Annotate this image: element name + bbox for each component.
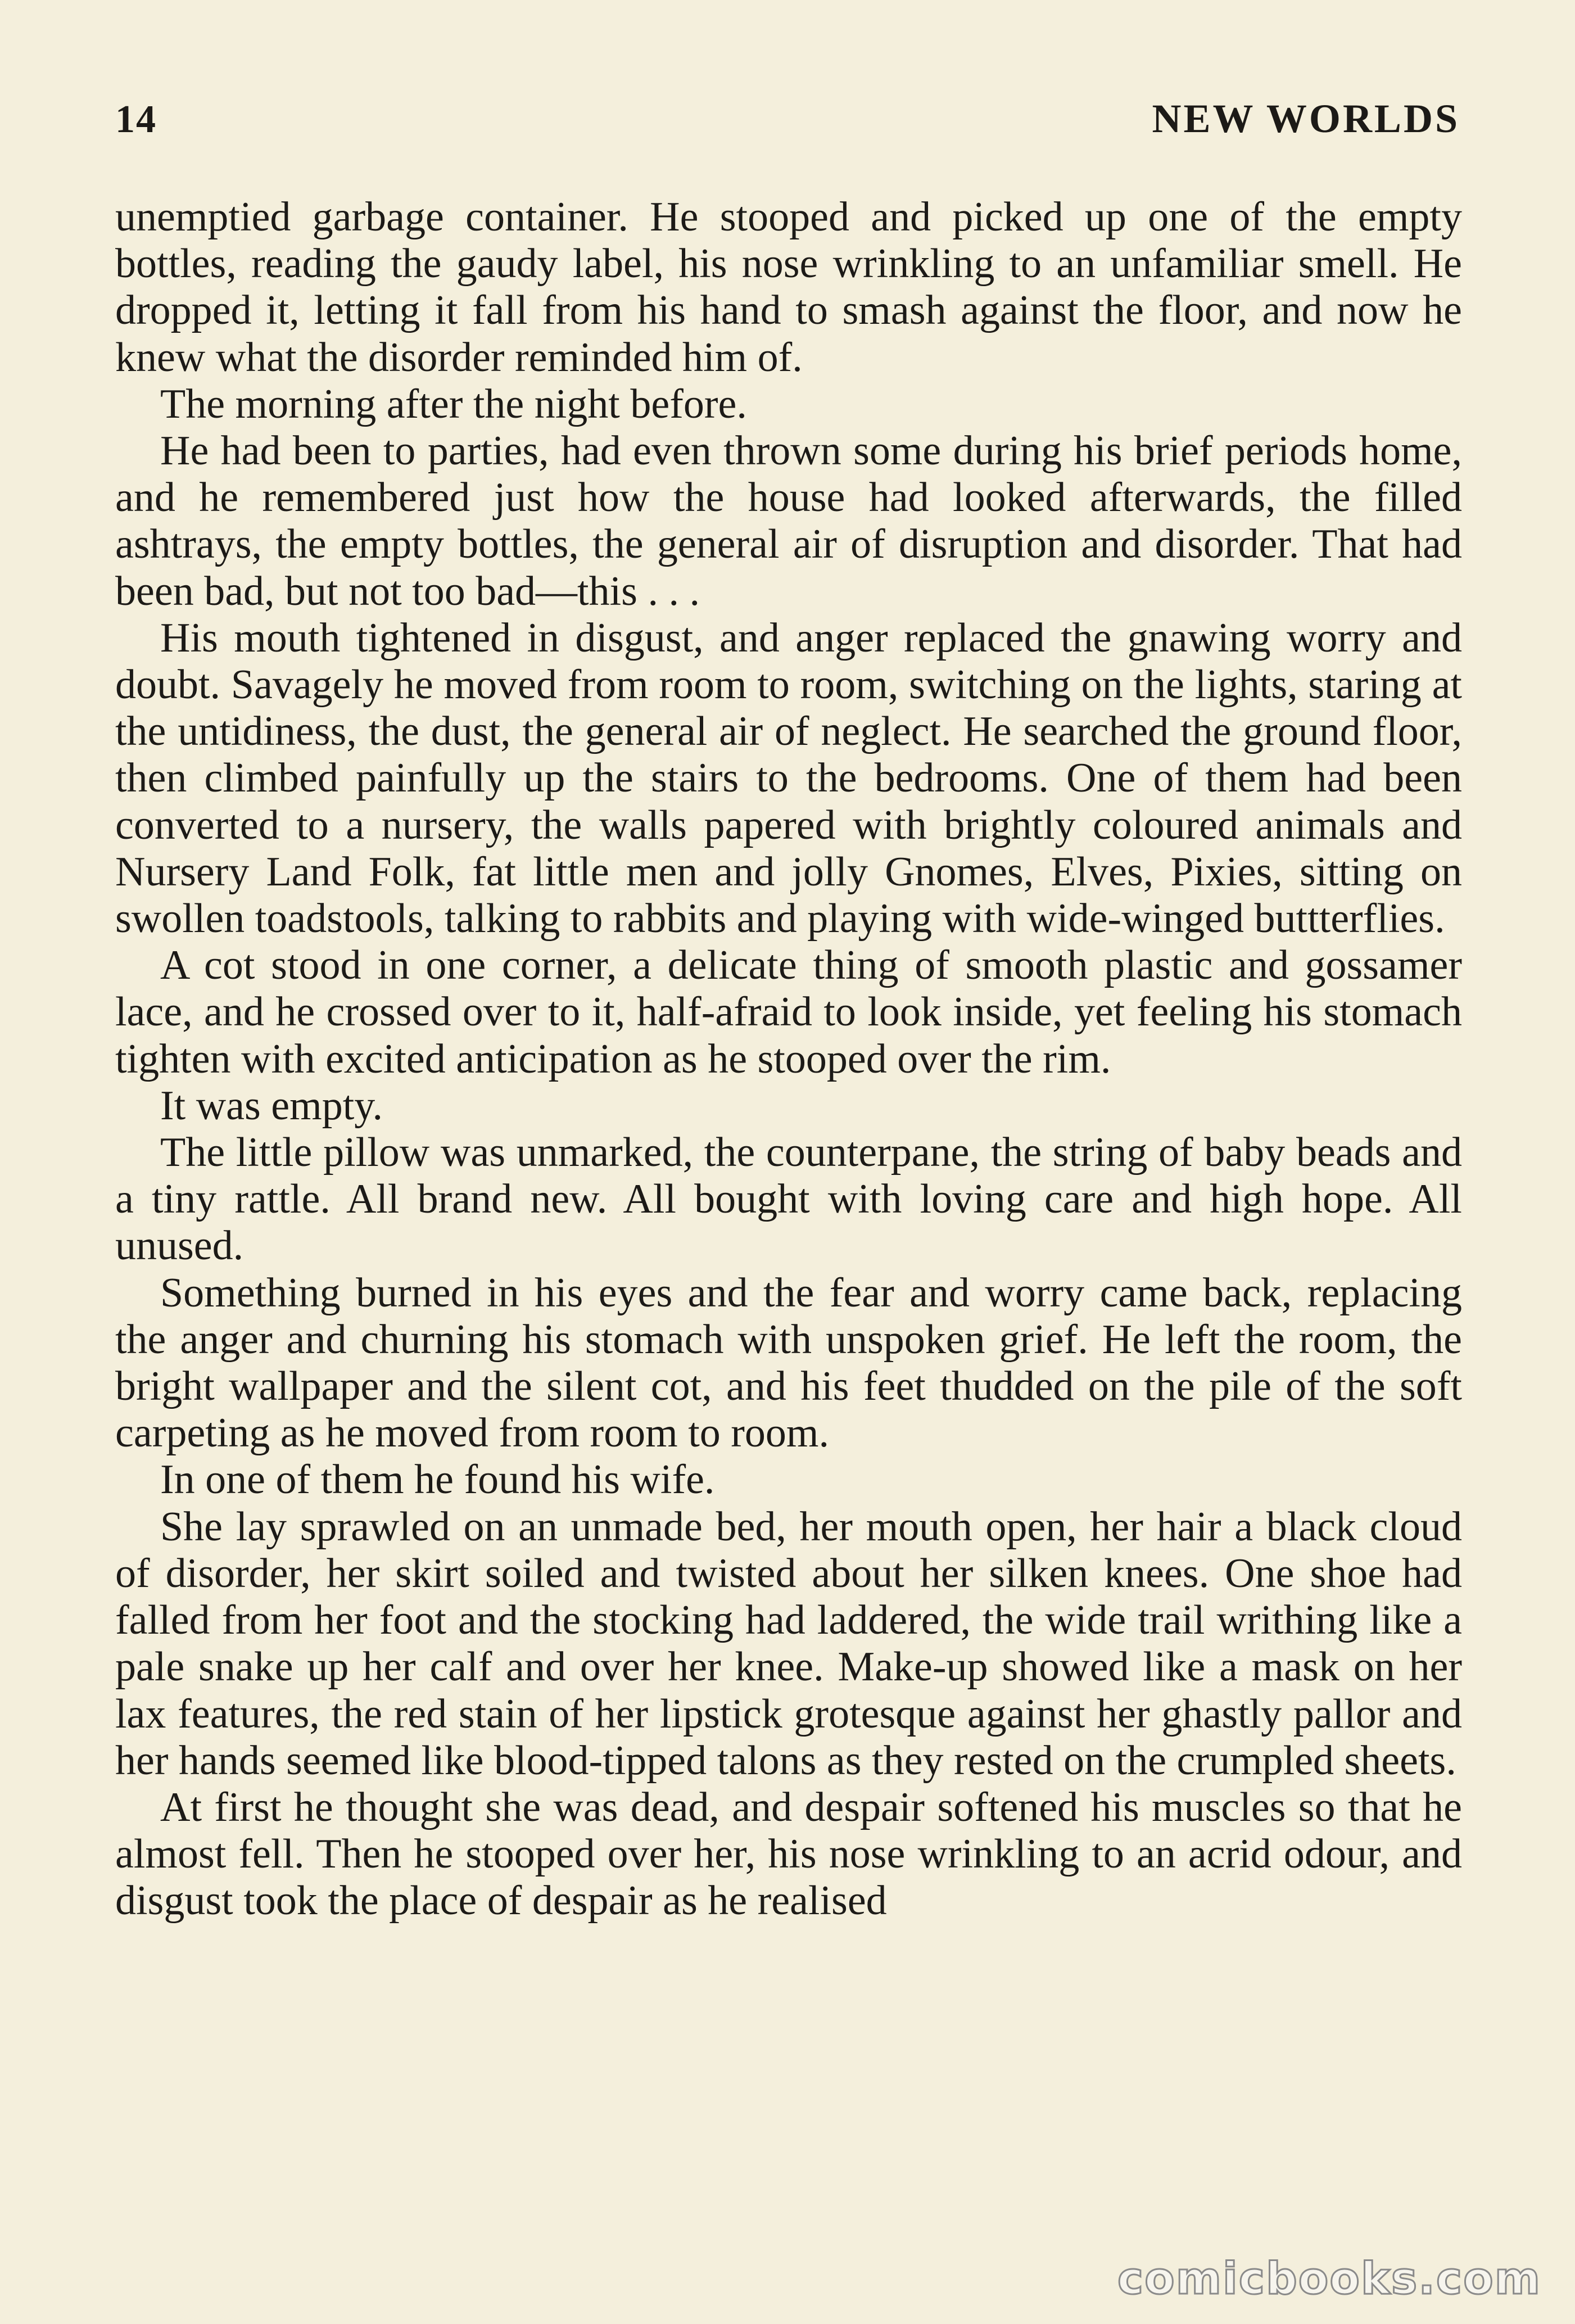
running-head [115, 96, 1460, 157]
paragraph-11: At first he thought she was dead, and despair softened his muscles so that he almost fell. Then he stooped over her, his nose wrinkling to an acrid odour, and disgust took the place of despair as he realised [115, 1784, 1462, 1924]
paragraph-10: She lay sprawled on an unmade bed, her mouth open, her hair a black cloud of disorder, her skirt soiled and twisted about her silken knees. One shoe had falled from her foot and the stocking had laddered, the wide trail writhing like a pale snake up her calf and over her knee. Make-up showed like a mask on her lax features, the red stain of her lipstick grotesque against her ghastly pallor and her hands seemed like blood-tipped talons as they rested on the crumpled sheets. [115, 1503, 1462, 1784]
journal-title: NEW WORLDS [1152, 96, 1460, 141]
paragraph-1: unemptied garbage container. He stooped and picked up one of the empty bottles, reading the gaudy label, his nose wrinkling to an unfamiliar smell. He dropped it, letting it fall from his hand to smash against the floor, and now he knew what the disorder reminded him of. [115, 194, 1462, 381]
page-number: 14 [115, 98, 157, 141]
paragraph-4: His mouth tightened in disgust, and anger replaced the gnawing worry and doubt. Savagely he moved from room to room, switching on the lights, staring at the untidiness, the dust, the general air of neglect. He searched the ground floor, then climbed painfully up the stairs to the bedrooms. One of them had been converted to a nursery, the walls papered with brightly coloured animals and Nursery Land Folk, fat little men and jolly Gnomes, Elves, Pixies, sitting on swollen toadstools, talking to rabbits and playing with wide-winged buttterflies. [115, 614, 1462, 942]
paragraph-9: In one of them he found his wife. [160, 1457, 715, 1503]
paragraph-7: The little pillow was unmarked, the counterpane, the string of baby beads and a tiny rattle. All brand new. All bought with loving care and high hope. All unused. [115, 1129, 1462, 1269]
watermark: comicbooks.com [1117, 2254, 1541, 2304]
paragraph-2: The morning after the night before. [160, 381, 747, 427]
paragraph-5: A cot stood in one corner, a delicate thing of smooth plastic and gossamer lace, and he crossed over to it, half-afraid to look inside, yet feeling his stomach tighten with excited anticipation as he stooped over the rim. [115, 942, 1462, 1082]
body-text [115, 194, 1462, 1925]
paragraph-3: He had been to parties, had even thrown some during his brief periods home, and he remembered just how the house had looked afterwards, the filled ashtrays, the empty bottles, the general air of disruption and disorder. That had been bad, but not too bad—this . . . [115, 428, 1462, 614]
paragraph-8: Something burned in his eyes and the fear and worry came back, replacing the anger and churning his stomach with unspoken grief. He left the room, the bright wallpaper and the silent cot, and his feet thudded on the pile of the soft carpeting as he moved from room to room. [115, 1269, 1462, 1457]
paragraph-6: It was empty. [160, 1082, 383, 1129]
